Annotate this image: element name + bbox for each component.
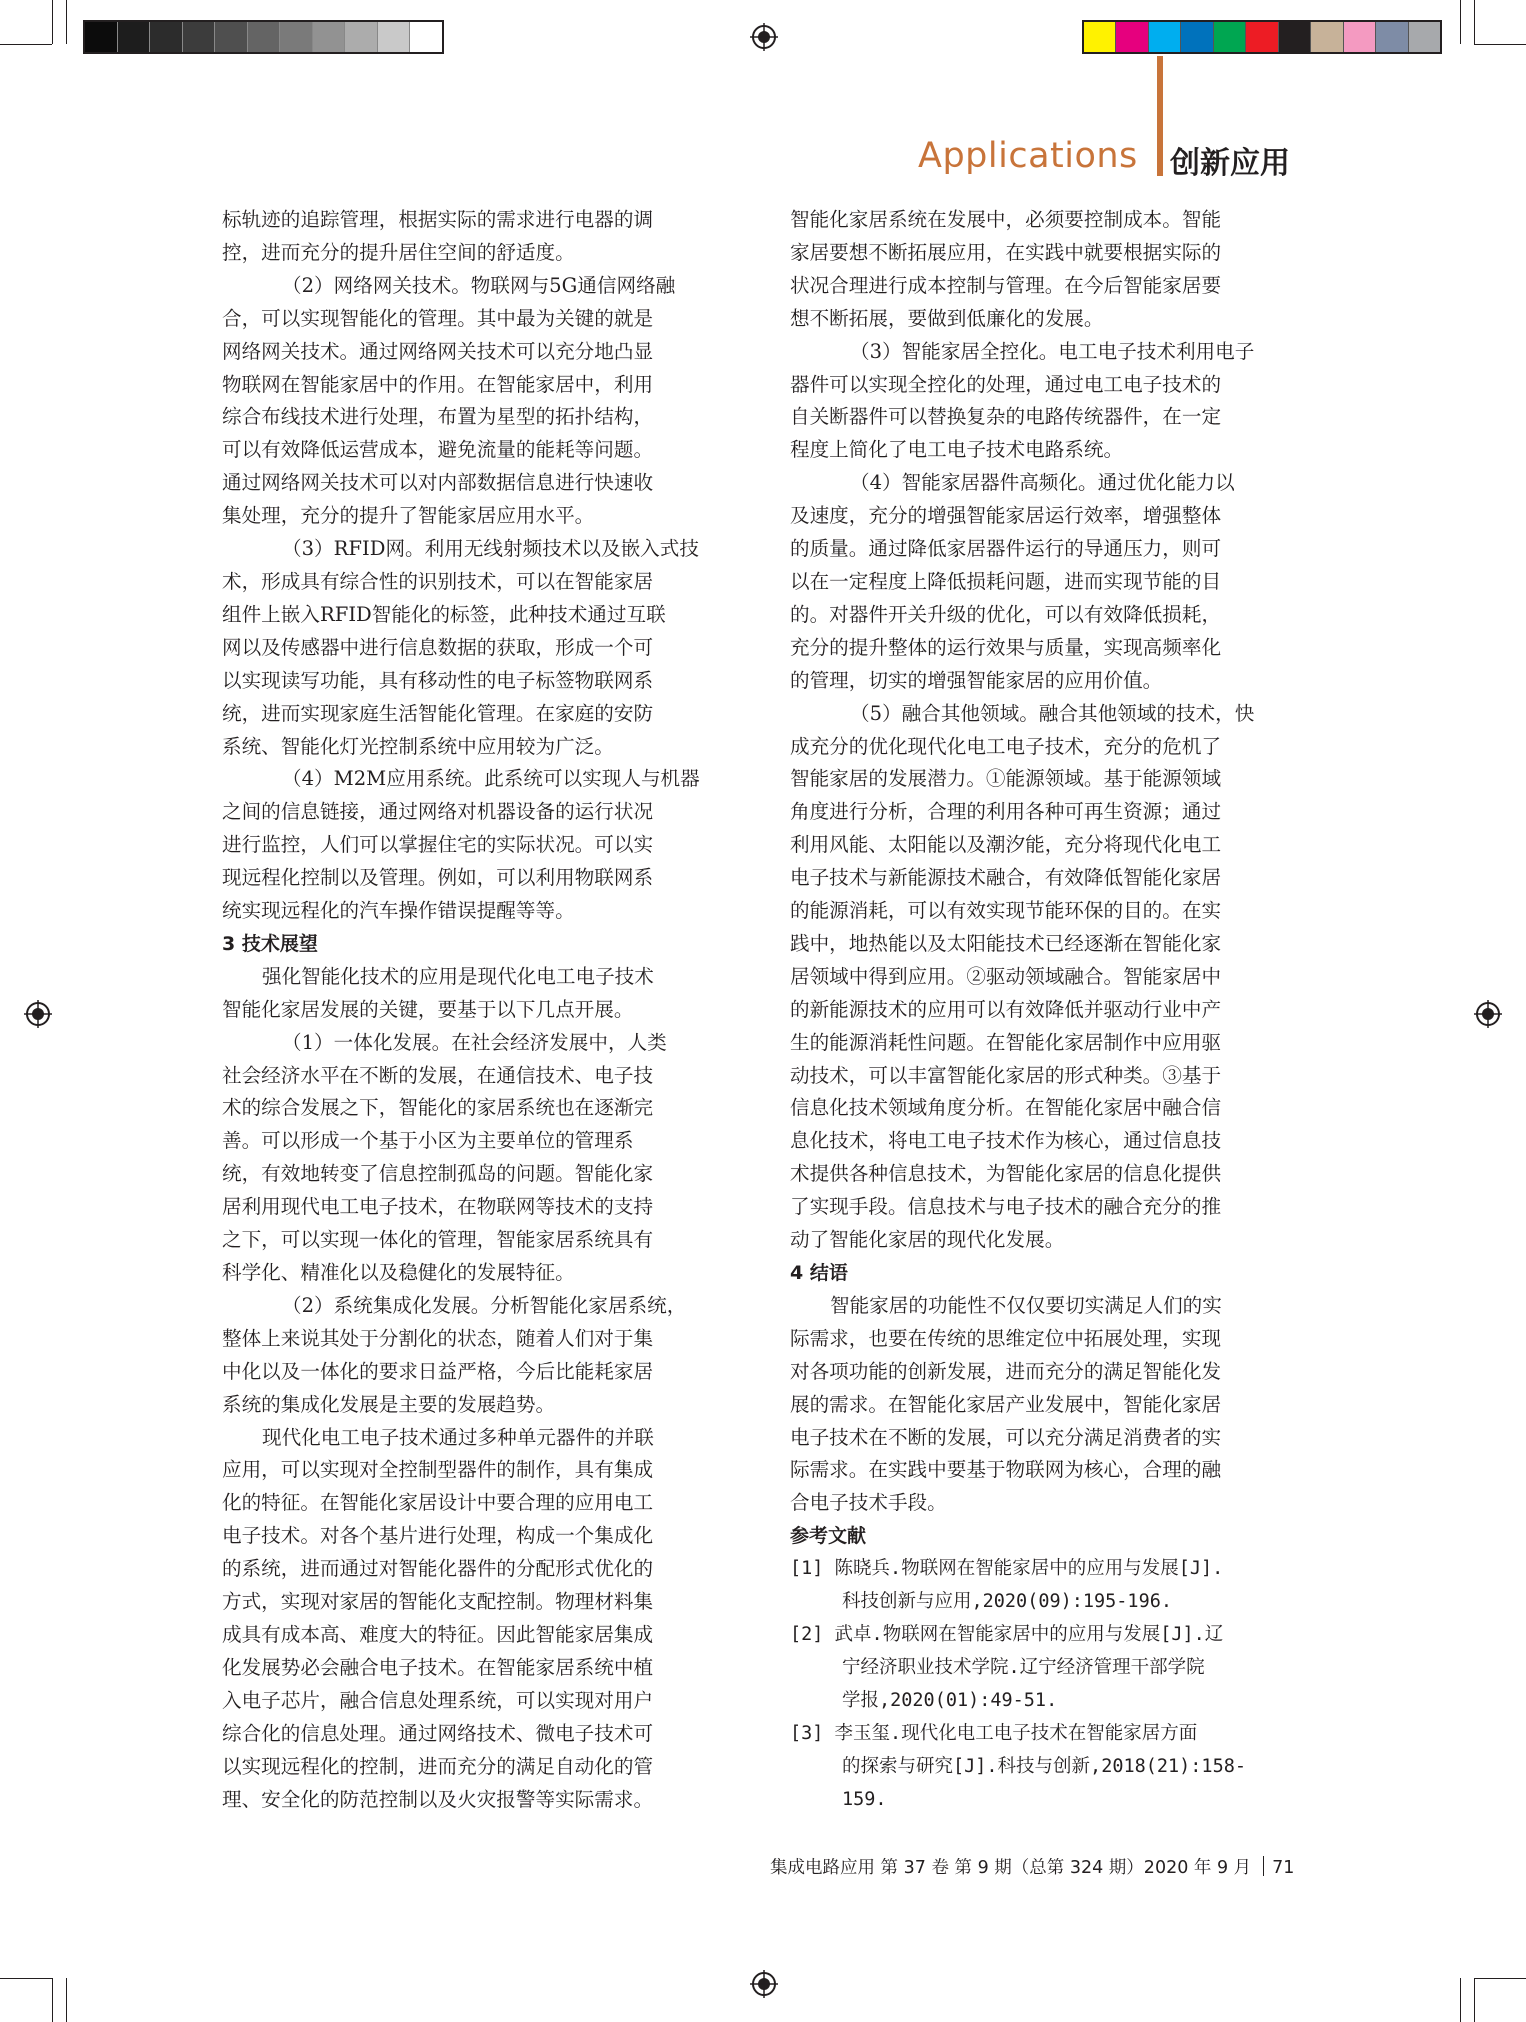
text-line: 展的需求。在智能化家居产业发展中，智能化家居: [790, 1392, 1222, 1416]
gray-swatch: [345, 22, 378, 52]
crop-mark: [66, 1978, 67, 2022]
gray-swatch: [248, 22, 281, 52]
text-line: 组件上嵌入RFID智能化的标签，此种技术通过互联: [222, 602, 666, 626]
text-line: 术，形成具有综合性的识别技术，可以在智能家居: [222, 569, 654, 593]
text-line: 合电子技术手段。: [790, 1491, 947, 1515]
gray-swatch: [313, 22, 346, 52]
text-line: 的新能源技术的应用可以有效降低并驱动行业中产: [790, 997, 1222, 1021]
text-line: 社会经济水平在不断的发展，在通信技术、电子技: [222, 1063, 654, 1087]
text-line: 的质量。通过降低家居器件运行的导通压力，则可: [790, 537, 1222, 561]
gray-swatch: [280, 22, 313, 52]
text-line: 合，可以实现智能化的管理。其中最为关键的就是: [222, 306, 654, 330]
registration-mark-icon: [1474, 1000, 1502, 1028]
gray-swatch: [85, 22, 118, 52]
text-line: 之下，可以实现一体化的管理，智能家居系统具有: [222, 1228, 654, 1252]
text-line: 智能家居的发展潜力。①能源领域。基于能源领域: [790, 767, 1222, 791]
text-line: 智能家居的功能性不仅仅要切实满足人们的实: [830, 1293, 1222, 1317]
text-line: 科学化、精准化以及稳健化的发展特征。: [222, 1261, 575, 1284]
registration-mark-icon: [750, 1970, 778, 1998]
color-calibration-bar: [1082, 20, 1442, 54]
text-line: 进行监控，人们可以掌握住宅的实际状况。可以实: [222, 833, 654, 857]
color-swatch: [1311, 22, 1343, 52]
crop-mark: [1474, 1978, 1526, 1979]
text-line: 综合布线技术进行处理，布置为星型的拓扑结构，: [222, 405, 654, 429]
text-line: 以实现远程化的控制，进而充分的满足自动化的管: [222, 1754, 654, 1778]
text-line: 动技术，可以丰富智能化家居的形式种类。③基于: [790, 1063, 1222, 1087]
text-line: 居利用现代电工电子技术，在物联网等技术的支持: [222, 1195, 654, 1219]
text-line: 的管理，切实的增强智能家居的应用价值。: [790, 668, 1163, 692]
text-line: 家居要想不断拓展应用，在实践中就要根据实际的: [790, 240, 1222, 264]
text-line: 信息化技术领域角度分析。在智能化家居中融合信: [790, 1096, 1222, 1120]
text-line: 状况合理进行成本控制与管理。在今后智能家居要: [790, 273, 1222, 297]
text-line: 充分的提升整体的运行效果与质量，实现高频率化: [790, 635, 1222, 659]
text-line: 标轨迹的追踪管理，根据实际的需求进行电器的调: [222, 208, 654, 231]
text-line: 现代化电工电子技术通过多种单元器件的并联: [262, 1425, 654, 1449]
text-line: 的。对器件开关升级的优化，可以有效降低损耗，: [790, 602, 1222, 626]
text-line: 化发展势必会融合电子技术。在智能家居系统中植: [222, 1655, 654, 1679]
text-line: 智能化家居系统在发展中，必须要控制成本。智能: [790, 208, 1222, 231]
text-line: 自关断器件可以替换复杂的电路传统器件，在一定: [790, 405, 1222, 429]
text-line: 化的特征。在智能化家居设计中要合理的应用电工: [222, 1491, 654, 1515]
text-line: 居领域中得到应用。②驱动领域融合。智能家居中: [790, 964, 1222, 988]
color-swatch: [1344, 22, 1376, 52]
text-line: 动了智能化家居的现代化发展。: [790, 1228, 1065, 1252]
text-line: 的能源消耗，可以有效实现节能环保的目的。在实: [790, 899, 1222, 923]
text-line: 方式，实现对家居的智能化支配控制。物理材料集: [222, 1590, 654, 1614]
crop-mark: [1474, 44, 1526, 45]
reference-line: [2] 武卓.物联网在智能家居中的应用与发展[J].辽: [790, 1623, 1224, 1645]
text-line: 网络网关技术。通过网络网关技术可以充分地凸显: [222, 339, 654, 363]
left-column: [222, 204, 738, 1816]
text-line: 息化技术，将电工电子技术作为核心，通过信息技: [790, 1129, 1222, 1153]
color-swatch: [1409, 22, 1440, 52]
text-line: 想不断拓展，要做到低廉化的发展。: [790, 306, 1104, 330]
text-line: 强化智能化技术的应用是现代化电工电子技术: [262, 964, 654, 988]
text-line: 成充分的优化现代化电工电子技术，充分的危机了: [790, 734, 1222, 758]
registration-mark-icon: [24, 1000, 52, 1028]
text-line: 了实现手段。信息技术与电子技术的融合充分的推: [790, 1195, 1222, 1219]
crop-mark: [1460, 0, 1461, 44]
crop-mark: [0, 44, 52, 45]
crop-mark: [0, 1978, 52, 1979]
text-line: 入电子芯片，融合信息处理系统，可以实现对用户: [222, 1688, 654, 1712]
text-line: 际需求，也要在传统的思维定位中拓展处理，实现: [790, 1326, 1222, 1350]
text-line: 践中，地热能以及太阳能技术已经逐渐在智能化家: [790, 931, 1222, 955]
text-line: 网以及传感器中进行信息数据的获取，形成一个可: [222, 635, 654, 659]
gray-swatch: [183, 22, 216, 52]
color-swatch: [1246, 22, 1278, 52]
text-line: 电子技术。对各个基片进行处理，构成一个集成化: [222, 1524, 654, 1548]
color-swatch: [1214, 22, 1246, 52]
text-line: 角度进行分析，合理的利用各种可再生资源；通过: [790, 800, 1222, 824]
footer-separator: [1263, 1856, 1264, 1876]
text-line: 理、安全化的防范控制以及火灾报警等实际需求。: [222, 1787, 654, 1811]
text-line: 程度上简化了电工电子技术电路系统。: [790, 438, 1124, 462]
crop-mark: [1474, 1978, 1475, 2022]
crop-mark: [66, 0, 67, 44]
text-line: 的系统，进而通过对智能化器件的分配形式优化的: [222, 1557, 654, 1581]
text-line: 电子技术在不断的发展，可以充分满足消费者的实: [790, 1425, 1222, 1449]
gray-swatch: [378, 22, 411, 52]
grayscale-calibration-bar: [83, 20, 444, 54]
color-swatch: [1149, 22, 1181, 52]
text-line: 统实现远程化的汽车操作错误提醒等等。: [222, 899, 575, 923]
text-line: 以在一定程度上降低损耗问题，进而实现节能的目: [790, 569, 1222, 593]
text-line: （3）RFID网。利用无线射频技术以及嵌入式技: [282, 537, 699, 561]
text-line: （5）融合其他领域。融合其他领域的技术，快: [850, 701, 1255, 725]
page-number: 71: [1272, 1858, 1295, 1878]
text-line: 整体上来说其处于分割化的状态，随着人们对于集: [222, 1326, 654, 1350]
text-line: （2）网络网关技术。物联网与5G通信网络融: [282, 273, 676, 297]
text-line: 之间的信息链接，通过网络对机器设备的运行状况: [222, 800, 654, 824]
text-line: （3）智能家居全控化。电工电子技术利用电子: [850, 339, 1255, 363]
text-line: 利用风能、太阳能以及潮汐能，充分将现代化电工: [790, 833, 1222, 857]
text-line: 系统的集成化发展是主要的发展趋势。: [222, 1392, 556, 1416]
text-line: 应用，可以实现对全控制型器件的制作，具有集成: [222, 1458, 654, 1482]
color-swatch: [1376, 22, 1408, 52]
section-heading: 3 技术展望: [222, 932, 318, 955]
crop-mark: [1460, 1978, 1461, 2022]
crop-mark: [52, 1978, 53, 2022]
text-line: 现远程化控制以及管理。例如，可以利用物联网系: [222, 866, 654, 890]
text-line: 及速度，充分的增强智能家居运行效率，增强整体: [790, 504, 1222, 528]
section-label-cn: 创新应用: [1170, 146, 1290, 181]
text-line: 集处理，充分的提升了智能家居应用水平。: [222, 504, 595, 528]
reference-line: [1] 陈晓兵.物联网在智能家居中的应用与发展[J].: [790, 1558, 1224, 1580]
text-line: 际需求。在实践中要基于物联网为核心，合理的融: [790, 1458, 1222, 1482]
text-line: 生的能源消耗性问题。在智能化家居制作中应用驱: [790, 1030, 1222, 1054]
gray-swatch: [118, 22, 151, 52]
text-line: （1）一体化发展。在社会经济发展中，人类: [282, 1030, 667, 1054]
reference-line: 科技创新与应用,2020(09):195-196.: [842, 1591, 1172, 1613]
registration-mark-icon: [750, 23, 778, 51]
color-swatch: [1116, 22, 1148, 52]
reference-line: 宁经济职业技术学院.辽宁经济管理干部学院: [842, 1656, 1205, 1678]
text-line: （4）智能家居器件高频化。通过优化能力以: [850, 471, 1235, 495]
color-swatch: [1279, 22, 1311, 52]
text-line: 系统、智能化灯光控制系统中应用较为广泛。: [222, 734, 614, 758]
color-swatch: [1181, 22, 1213, 52]
text-line: 善。可以形成一个基于小区为主要单位的管理系: [222, 1129, 634, 1153]
text-line: 术的综合发展之下，智能化的家居系统也在逐渐完: [222, 1096, 654, 1120]
crop-mark: [52, 0, 53, 44]
text-line: 通过网络网关技术可以对内部数据信息进行快速收: [222, 471, 654, 495]
reference-line: 159.: [842, 1788, 887, 1810]
section-heading: 参考文献: [790, 1525, 867, 1548]
gray-swatch: [410, 22, 442, 52]
text-line: 统，有效地转变了信息控制孤岛的问题。智能化家: [222, 1162, 654, 1186]
header-accent-rule: [1157, 56, 1163, 176]
color-swatch: [1084, 22, 1116, 52]
crop-mark: [1474, 0, 1475, 44]
reference-line: 的探索与研究[J].科技与创新,2018(21):158-: [842, 1755, 1246, 1777]
text-line: 以实现读写功能，具有移动性的电子标签物联网系: [222, 668, 654, 692]
text-line: 中化以及一体化的要求日益严格，今后比能耗家居: [222, 1359, 654, 1383]
right-column: [790, 204, 1306, 1816]
text-line: 对各项功能的创新发展，进而充分的满足智能化发: [790, 1359, 1222, 1383]
gray-swatch: [215, 22, 248, 52]
text-line: 统，进而实现家庭生活智能化管理。在家庭的安防: [222, 701, 654, 725]
text-line: （2）系统集成化发展。分析智能化家居系统，: [282, 1293, 687, 1317]
section-heading: 4 结语: [790, 1262, 848, 1284]
text-line: 器件可以实现全控化的处理，通过电工电子技术的: [790, 372, 1222, 396]
gray-swatch: [150, 22, 183, 52]
text-line: 电子技术与新能源技术融合，有效降低智能化家居: [790, 866, 1222, 890]
text-line: 智能化家居发展的关键，要基于以下几点开展。: [222, 997, 634, 1021]
page-footer: [770, 1854, 1294, 1879]
reference-line: [3] 李玉玺.现代化电工电子技术在智能家居方面: [790, 1722, 1198, 1744]
text-line: 物联网在智能家居中的作用。在智能家居中，利用: [222, 372, 654, 396]
text-line: 可以有效降低运营成本，避免流量的能耗等问题。: [222, 438, 654, 462]
text-line: 成具有成本高、难度大的特征。因此智能家居集成: [222, 1622, 654, 1646]
reference-line: 学报,2020(01):49-51.: [842, 1689, 1058, 1711]
text-line: （4）M2M应用系统。此系统可以实现人与机器: [282, 767, 700, 791]
text-line: 术提供各种信息技术，为智能化家居的信息化提供: [790, 1162, 1222, 1186]
text-line: 综合化的信息处理。通过网络技术、微电子技术可: [222, 1721, 654, 1745]
text-line: 控，进而充分的提升居住空间的舒适度。: [222, 240, 575, 264]
section-label-en: Applications: [918, 136, 1138, 176]
journal-citation: 集成电路应用 第 37 卷 第 9 期（总第 324 期）2020 年 9 月: [770, 1858, 1252, 1878]
